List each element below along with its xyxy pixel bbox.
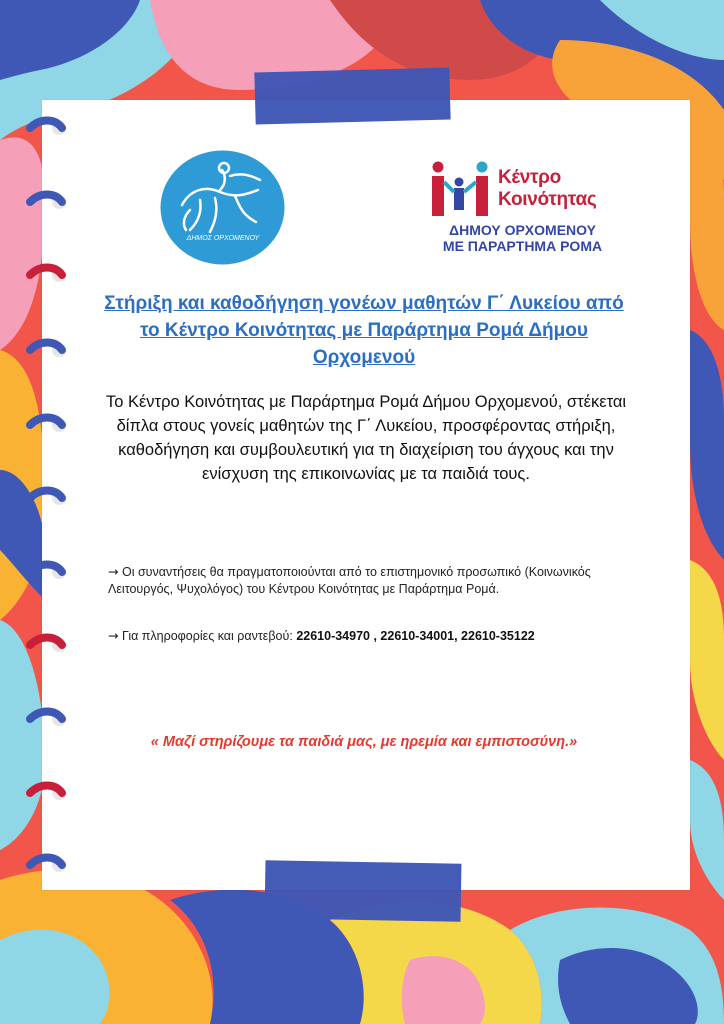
- brand-line-2: Κοινότητας: [498, 189, 597, 210]
- binder-hole: [52, 121, 66, 135]
- brand-line-1: Κέντρο: [498, 167, 561, 188]
- municipality-logo: [160, 150, 285, 265]
- binder-hole: [52, 565, 66, 579]
- arrow-icon: →: [108, 628, 119, 643]
- tape-top: [254, 67, 450, 124]
- municipality-logo-text: ΔΗΜΟΣ ΟΡΧΟΜΕΝΟΥ: [186, 235, 260, 242]
- family-icon: [430, 160, 492, 218]
- binder-hole: [52, 712, 66, 726]
- binder-hole: [52, 268, 66, 282]
- binder-hole: [52, 786, 66, 800]
- binder-hole: [52, 343, 66, 357]
- binder-hole: [52, 418, 66, 432]
- binder-hole: [52, 858, 66, 872]
- arrow-icon: →: [108, 564, 119, 579]
- page-title: Στήριξη και καθοδήγηση γονέων μαθητών Γ΄ Λυκείου από το Κέντρο Κοινότητας με Παράρτημα Ρομά Δήμου Ορχομενού: [104, 293, 624, 368]
- bullet-meetings: [108, 563, 628, 598]
- contact-phones: 22610-34970 , 22610-34001, 22610-35122: [296, 629, 535, 643]
- intro-paragraph: Το Κέντρο Κοινότητας με Παράρτημα Ρομά Δήμου Ορχομενού, στέκεται δίπλα στους γονείς μαθητών της Γ΄ Λυκείου, προσφέροντας στήριξη, καθοδήγηση και συμβουλευτική για τη διαχείριση του άγχους και την ενίσχυση της επικοινωνίας με τα παιδιά τους.: [105, 393, 627, 483]
- bullet-info: [108, 627, 628, 645]
- brand-line-4: ΜΕ ΠΑΡΑΡΤΗΜΑ ΡΟΜΑ: [442, 238, 603, 254]
- municipality-seal-icon: [160, 150, 285, 265]
- tape-bottom: [265, 860, 462, 921]
- binder-hole: [52, 491, 66, 505]
- brand-line-3: ΔΗΜΟΥ ΟΡΧΟΜΕΝΟΥ: [449, 222, 596, 238]
- bullet-meetings-text: Οι συναντήσεις θα πραγματοποιούνται από το επιστημονικό προσωπικό (Κοινωνικός Λειτουργός, Ψυχολόγος) του Κέντρου Κοινότητας με Παράρτημα Ρομά.: [108, 565, 591, 596]
- bullet-info-label: Για πληροφορίες και ραντεβού:: [121, 629, 293, 643]
- community-center-logo: [430, 160, 615, 260]
- closing-quote: « Μαζί στηρίζουμε τα παιδιά μας, με ηρεμία και εμπιστοσύνη.»: [150, 734, 578, 750]
- binder-hole: [52, 195, 66, 209]
- binder-hole: [52, 638, 66, 652]
